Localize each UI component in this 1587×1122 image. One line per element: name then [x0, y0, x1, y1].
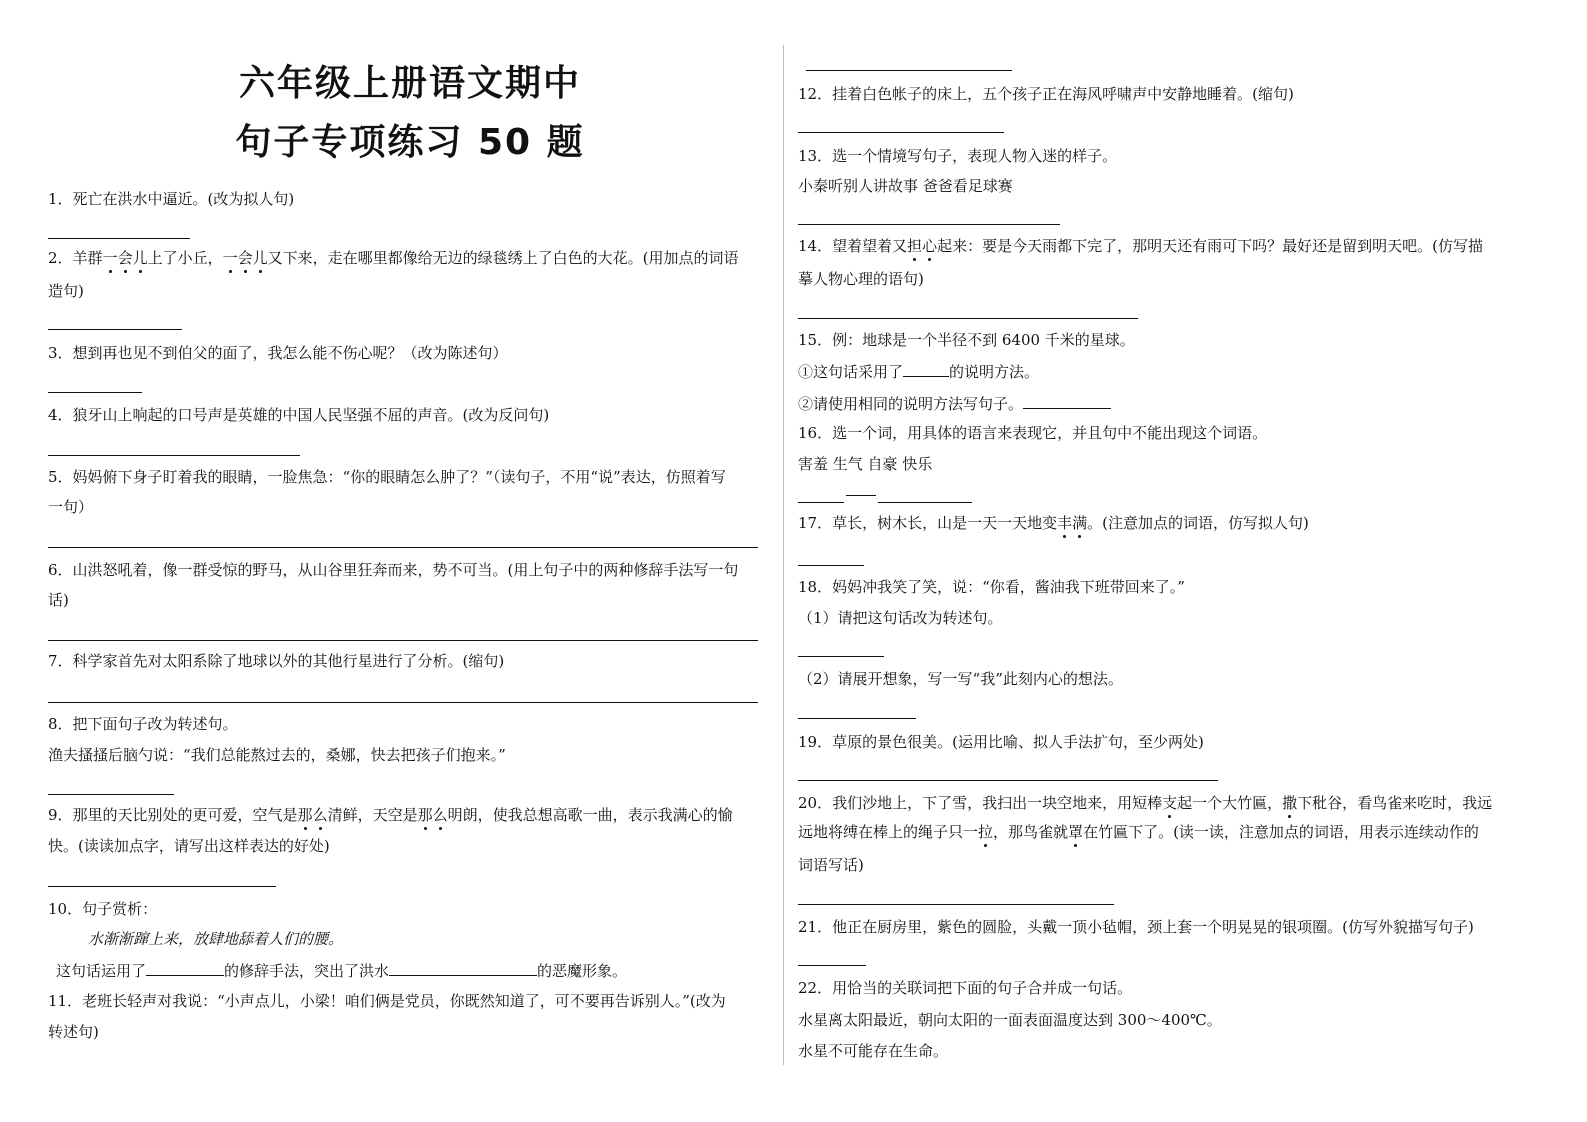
q15-part1-a: ①这句话采用了: [798, 363, 904, 381]
q2-text-b: 上了小丘，: [147, 249, 223, 267]
q9-dot-1: 那: [297, 806, 313, 824]
q9-dot-2: 么: [312, 806, 328, 824]
answer-line-20: [798, 904, 1114, 905]
q2-text-a: 2．羊群: [48, 249, 103, 267]
answer-line-4: [48, 455, 300, 456]
question-7: 7．科学家首先对太阳系除了地球以外的其他行星进行了分析。(缩句): [48, 652, 505, 670]
question-5-line2: 一句）: [48, 498, 94, 516]
answer-line-19: [798, 780, 1218, 781]
column-divider: [783, 45, 784, 1065]
q17-text-a: 17．草长，树木长，山是一天一天地变: [798, 514, 1058, 532]
question-11-line2: 转述句): [48, 1023, 99, 1041]
q20-dot-2: 撒: [1282, 794, 1298, 812]
q17-dot-1: 丰: [1057, 514, 1073, 532]
question-2: [48, 248, 739, 268]
question-15: 15．例：地球是一个半径不到 6400 千米的星球。: [798, 331, 1135, 349]
answer-line-21: [798, 965, 866, 966]
question-9: [48, 805, 733, 825]
question-8-sentence: 渔夫搔搔后脑勺说：“我们总能熬过去的，桑娜，快去把孩子们抱来。”: [48, 746, 506, 764]
answer-line-16c: [878, 502, 972, 503]
question-16-options: 害羞 生气 自豪 快乐: [798, 455, 933, 473]
question-20-line3: 词语写话): [798, 856, 864, 874]
question-3: 3．想到再也见不到伯父的面了，我怎么能不伤心呢？（改为陈述句）: [48, 344, 508, 362]
question-1: 1．死亡在洪水中逼近。(改为拟人句): [48, 190, 295, 208]
q10-fill-a: 这句话运用了: [56, 962, 147, 980]
q14-dot-1: 担: [907, 237, 923, 255]
question-15-part1: [798, 361, 1039, 382]
question-10: 10．句子赏析：: [48, 900, 158, 918]
question-19: 19．草原的景色很美。(运用比喻、拟人手法扩句，至少两处): [798, 733, 1204, 751]
question-2-line2: 造句): [48, 282, 84, 300]
q20-dot-1: 支: [1162, 794, 1178, 812]
question-8: 8．把下面句子改为转述句。: [48, 715, 238, 733]
question-22-sentence1: 水星离太阳最近，朝向太阳的一面表面温度达到 300～400℃。: [798, 1011, 1222, 1029]
answer-line-16a: [798, 502, 844, 503]
q20-l2-a: 远地将缚在棒上的绳子只一: [798, 823, 979, 841]
answer-line-11: [806, 70, 1012, 71]
question-11: 11．老班长轻声对我说：“小声点儿，小梁！咱们俩是党员，你既然知道了，可不要再告诉别人。”(改为: [48, 992, 726, 1010]
question-17: [798, 513, 1309, 533]
question-6-line2: 话): [48, 591, 69, 609]
q20-l2-c: 在竹匾下了。(读一读，注意加点的词语，用表示连续动作的: [1083, 823, 1479, 841]
answer-line-14: [798, 318, 1138, 319]
q10-fill-b: 的修辞手法，突出了洪水: [224, 962, 390, 980]
question-13: 13．选一个情境写句子，表现人物入迷的样子。: [798, 147, 1118, 165]
question-12: 12．挂着白色帐子的床上，五个孩子正在海风呼啸声中安静地睡着。(缩句): [798, 85, 1294, 103]
q2-dot-3: 儿: [132, 249, 148, 267]
q20-text-b: 起一个大竹匾，: [1177, 794, 1283, 812]
q14-text-b: 起来：要是今天雨都下完了，那明天还有雨可下吗？最好还是留到明天吧。(仿写描: [937, 237, 1483, 255]
question-20: [798, 793, 1492, 813]
question-15-part2: [798, 393, 1111, 414]
question-20-line2: [798, 822, 1479, 842]
q14-dot-2: 心: [922, 237, 938, 255]
answer-line-6: [48, 640, 758, 641]
question-4: 4．狼牙山上响起的口号声是英雄的中国人民坚强不屈的声音。(改为反问句): [48, 406, 550, 424]
question-18-part1: （1）请把这句话改为转述句。: [798, 609, 1003, 627]
q15-blank-2[interactable]: [1023, 393, 1111, 409]
answer-line-1: [48, 238, 190, 239]
question-14-line2: 摹人物心理的语句): [798, 270, 924, 288]
question-22: 22．用恰当的关联词把下面的句子合并成一句话。: [798, 979, 1133, 997]
question-22-sentence2: 水星不可能存在生命。: [798, 1042, 949, 1060]
question-10-fill: [56, 960, 627, 981]
question-5: 5．妈妈俯下身子盯着我的眼睛，一脸焦急：“你的眼睛怎么肿了？”（读句子，不用“说”表达，仿照着写: [48, 468, 726, 486]
page-title-line1: 六年级上册语文期中: [238, 63, 581, 104]
question-6: 6．山洪怒吼着，像一群受惊的野马，从山谷里狂奔而来，势不可当。(用上句子中的两种修辞手法写一句: [48, 561, 739, 579]
answer-line-17: [798, 565, 864, 566]
q2-dot-4: 一: [222, 249, 238, 267]
q17-text-b: 。(注意加点的词语，仿写拟人句): [1087, 514, 1309, 532]
question-9-line2: 快。(读读加点字，请写出这样表达的好处): [48, 837, 330, 855]
q2-dot-5: 会: [237, 249, 253, 267]
answer-line-18a: [798, 656, 884, 657]
answer-line-13: [798, 224, 1060, 225]
question-18-part2: （2）请展开想象，写一写“我”此刻内心的想法。: [798, 670, 1123, 688]
q2-dot-6: 儿: [252, 249, 268, 267]
q2-text-c: 又下来，走在哪里都像给无边的绿毯绣上了白色的大花。(用加点的词语: [267, 249, 739, 267]
q10-blank-2[interactable]: [389, 960, 537, 976]
q10-fill-c: 的恶魔形象。: [537, 962, 628, 980]
answer-line-2: [48, 329, 182, 330]
answer-line-18b: [798, 718, 916, 719]
page-title-line2: 句子专项练习 50 题: [235, 122, 585, 163]
q10-blank-1[interactable]: [146, 960, 224, 976]
q14-text-a: 14．望着望着又: [798, 237, 908, 255]
q15-part2-text: ②请使用相同的说明方法写句子。: [798, 395, 1024, 413]
q20-dot-3: 拉: [978, 823, 994, 841]
q17-dot-2: 满: [1072, 514, 1088, 532]
q2-dot-2: 会: [117, 249, 133, 267]
q9-dot-3: 那: [417, 806, 433, 824]
q15-part1-b: 的说明方法。: [949, 363, 1040, 381]
q9-text-a: 9．那里的天比别处的更可爱，空气是: [48, 806, 298, 824]
q15-blank-1[interactable]: [903, 361, 949, 377]
question-18: 18．妈妈冲我笑了笑，说：“你看，酱油我下班带回来了。”: [798, 578, 1185, 596]
answer-line-12: [798, 132, 1004, 133]
question-10-sentence: 水渐渐蹿上来，放肆地舔着人们的腰。: [88, 930, 344, 948]
question-21: 21．他正在厨房里，紫色的圆脸，头戴一顶小毡帽，颈上套一个明晃晃的银项圈。(仿写外貌描写句子): [798, 918, 1474, 936]
q9-dot-4: 么: [432, 806, 448, 824]
answer-line-5: [48, 547, 758, 548]
question-16: 16．选一个词，用具体的语言来表现它，并且句中不能出现这个词语。: [798, 424, 1268, 442]
question-14: [798, 236, 1483, 256]
q9-text-c: 明朗，使我总想高歌一曲，表示我满心的愉: [447, 806, 733, 824]
answer-line-9: [48, 886, 276, 887]
q20-dot-4: 罩: [1068, 823, 1084, 841]
q20-l2-b: ，那鸟雀就: [993, 823, 1069, 841]
answer-line-8: [48, 794, 174, 795]
answer-line-7: [48, 702, 758, 703]
q9-text-b: 清鲜，天空是: [327, 806, 418, 824]
q2-dot-1: 一: [102, 249, 118, 267]
q20-text-c: 下秕谷，看鸟雀来吃时，我远: [1297, 794, 1493, 812]
answer-line-3: [48, 392, 142, 393]
question-13-options: 小秦听别人讲故事 爸爸看足球赛: [798, 177, 1013, 195]
q20-text-a: 20．我们沙地上，下了雪，我扫出一块空地来，用短棒: [798, 794, 1163, 812]
answer-line-16b: [846, 495, 876, 496]
